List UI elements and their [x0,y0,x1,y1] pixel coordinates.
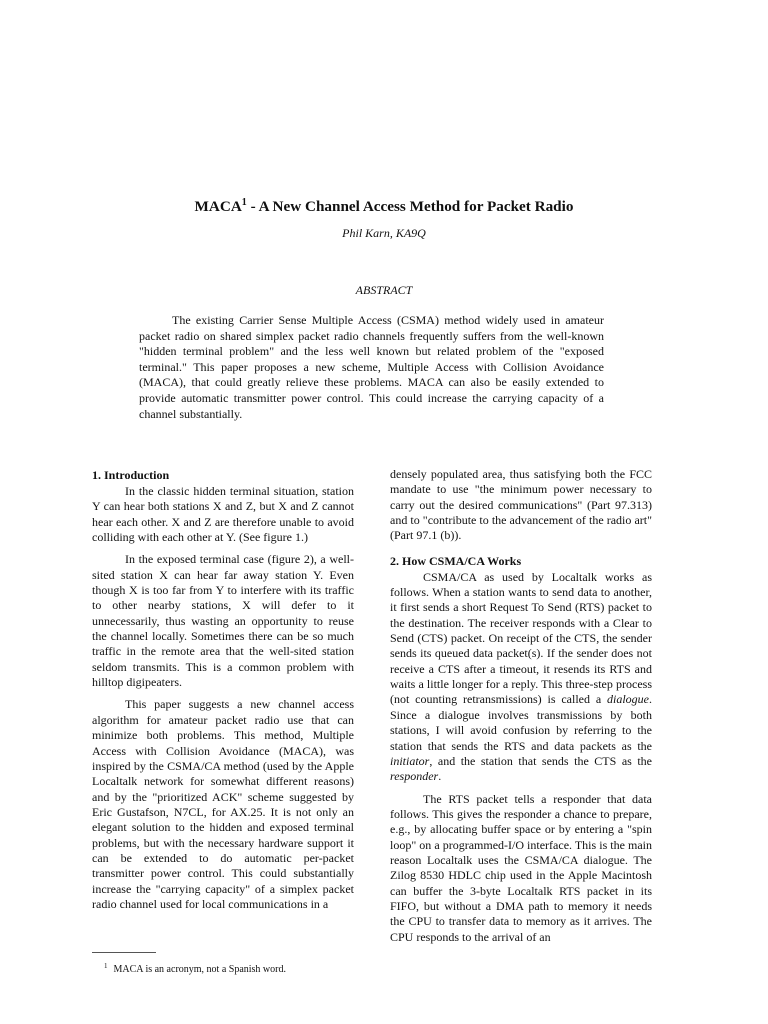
csma-paragraph-1 [390,570,652,785]
author-line: Phil Karn, KA9Q [342,226,426,240]
term-initiator: initiator [390,753,430,768]
term-responder: responder [390,769,439,784]
section-2-heading: 2. How CSMA/CA Works [390,553,522,568]
footnote-rule [92,952,156,953]
section-1-heading: 1. Introduction [92,468,170,482]
csma-p1-text-b: . Since a dialogue involves transmissions by both stations, I will avoid confusion by referring to the station that sends the RTS and data packets as the [390,692,652,753]
footnote [104,959,364,977]
intro-paragraph-2: In the exposed terminal case (figure 2), a well-sited station X can hear far away station Y. Even though X is too far from Y to interfere with its traffic to other nearby stations, X will defer to it unnecessarily, thus wasting an opportunity to reuse the channel locally. Sometimes there can be so much traffic in the remote area that the well-sited station seldom transmits. This is a common problem with hilltop digipeaters. [92,552,354,690]
title-main: MACA [194,198,242,215]
csma-p1-text-c: , and the station that sends the CTS as the [429,753,652,768]
csma-p1-text-d: . [438,769,442,784]
paper-title [0,193,768,217]
csma-p1-text-a: CSMA/CA as used by Localtalk works as follows. When a station wants to send data to another, it first sends a short Request To Send (RTS) packet to the destination. The receiver responds with a Clear to Send (CTS) packet. On receipt of the CTS, the sender sends its queued data packet(s). If the sender does not receive a CTS after a timeout, it resends its RTS and waits a little longer for a reply. This three-step process (not counting retransmissions) is called a [390,569,652,707]
intro-paragraph-3-continued: densely populated area, thus satisfying both the FCC mandate to use "the minimum power necessary to carry out the desired communications" (Part 97.313) and to "contribute to the advancement of the radio art" (Part 97.1 (b)). [390,467,652,543]
left-column [92,467,354,912]
footnote-mark: 1 [104,962,108,970]
footnote-text: MACA is an acronym, not a Spanish word. [113,964,286,975]
title-footnote-mark: 1 [241,197,247,208]
csma-paragraph-2: The RTS packet tells a responder that data follows. This gives the responder a chance to prepare, e.g., by allocating buffer space or by entering a "spin loop" on a programmed-I/O interface. This is the main reason Localtalk uses the CSMA/CA dialogue. The Zilog 8530 HDLC chip used in the Apple Macintosh can buffer the 3-byte Localtalk RTS packet in its FIFO, but without a DMA path to memory it needs the CPU to transfer data to memory as it arrives. The CPU responds to the arrival of an [390,791,652,944]
abstract-text: The existing Carrier Sense Multiple Access (CSMA) method widely used in amateur packet radio on shared simplex packet radio channels frequently suffers from the well-known "hidden terminal problem" and the less well known but related problem of the "exposed terminal." This paper proposes a new scheme, Multiple Access with Collision Avoidance (MACA), that could greatly relieve these problems. MACA can also be easily extended to provide automatic transmitter power control. This could increase the carrying capacity of a channel substantially. [139,313,604,421]
abstract-heading: ABSTRACT [355,283,413,297]
right-column [390,467,652,945]
term-dialogue: dialogue [607,692,649,707]
intro-paragraph-1: In the classic hidden terminal situation, station Y can hear both stations X and Z, but X and Z cannot hear each other. X and Z are therefore unable to avoid colliding with each other at Y. (See figure 1.) [92,484,354,545]
intro-paragraph-3: This paper suggests a new channel access algorithm for amateur packet radio use that can minimize both problems. This method, Multiple Access with Collision Avoidance (MACA), was inspired by the CSMA/CA method (used by the Apple Localtalk network for somewhat different reasons) and by the "prioritized ACK" scheme suggested by Eric Gustafson, N7CL, for AX.25. It is not only an elegant solution to the hidden and exposed terminal problems, but with the necessary hardware support it can be extended to do automatic per-packet transmitter power control. This could substantially increase the "carrying capacity" of a simplex packet radio channel used for local communications in a [92,697,354,911]
title-rest: - A New Channel Access Method for Packet Radio [246,198,574,215]
